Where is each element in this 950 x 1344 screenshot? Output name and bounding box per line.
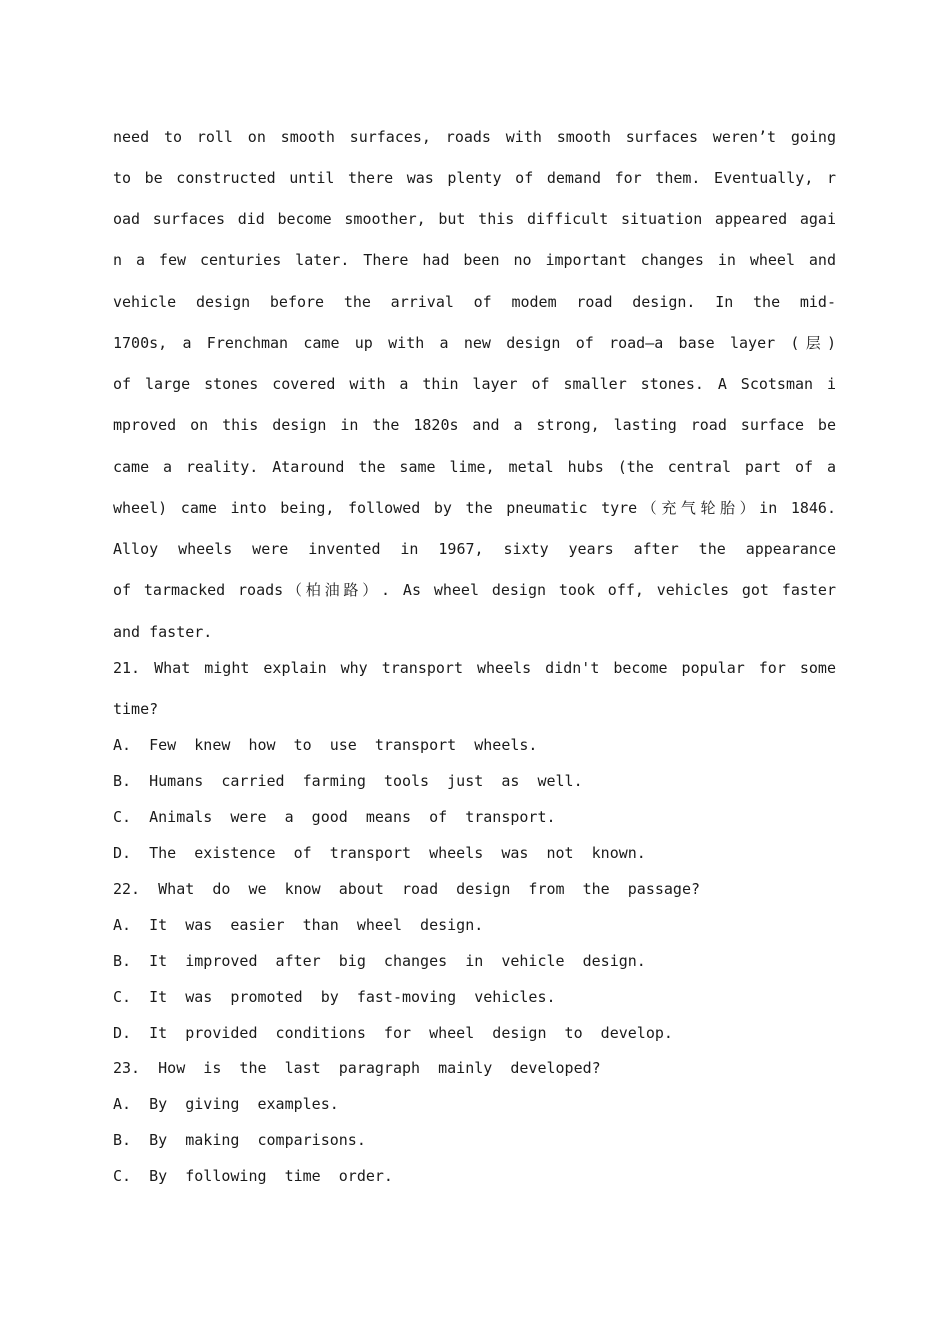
passage-line: wheel) came into being, followed by the pneumatic tyre（充气轮胎）in 1846.	[113, 499, 836, 517]
passage-line: and faster.	[113, 623, 213, 641]
passage-line: vehicle design before the arrival of modem road design. In the mid-	[113, 293, 836, 311]
answer-option: D. The existence of transport wheels was not known.	[113, 844, 646, 862]
answer-option: D. It provided conditions for wheel design to develop.	[113, 1024, 673, 1042]
answer-option: B. It improved after big changes in vehicle design.	[113, 952, 646, 970]
answer-option: A. Few knew how to use transport wheels.	[113, 736, 538, 754]
passage-line: oad surfaces did become smoother, but this difficult situation appeared agai	[113, 210, 836, 228]
question-stem: time?	[113, 700, 159, 718]
passage-line: of large stones covered with a thin layer of smaller stones. A Scotsman i	[113, 375, 836, 393]
passage-line: to be constructed until there was plenty of demand for them. Eventually, r	[113, 169, 836, 187]
answer-option: C. By following time order.	[113, 1167, 393, 1185]
passage-line: of tarmacked roads（柏油路）. As wheel design took off, vehicles got faster	[113, 581, 836, 599]
answer-option: B. Humans carried farming tools just as well.	[113, 772, 583, 790]
passage-line: 1700s, a Frenchman came up with a new design of road—a base layer (层)	[113, 334, 836, 352]
passage-line: need to roll on smooth surfaces, roads with smooth surfaces weren’t going	[113, 128, 836, 146]
answer-option: A. It was easier than wheel design.	[113, 916, 484, 934]
answer-option: C. Animals were a good means of transport.	[113, 808, 556, 826]
passage-line: mproved on this design in the 1820s and a strong, lasting road surface be	[113, 416, 836, 434]
answer-option: B. By making comparisons.	[113, 1131, 366, 1149]
answer-option: C. It was promoted by fast-moving vehicles.	[113, 988, 556, 1006]
passage-line: Alloy wheels were invented in 1967, sixty years after the appearance	[113, 540, 836, 558]
question-stem: 23. How is the last paragraph mainly developed?	[113, 1059, 601, 1077]
answer-option: A. By giving examples.	[113, 1095, 339, 1113]
passage-line: came a reality. Ataround the same lime, metal hubs (the central part of a	[113, 458, 836, 476]
question-stem: 21. What might explain why transport wheels didn't become popular for some	[113, 659, 836, 677]
question-stem: 22. What do we know about road design from the passage?	[113, 880, 700, 898]
passage-line: n a few centuries later. There had been no important changes in wheel and	[113, 251, 836, 269]
